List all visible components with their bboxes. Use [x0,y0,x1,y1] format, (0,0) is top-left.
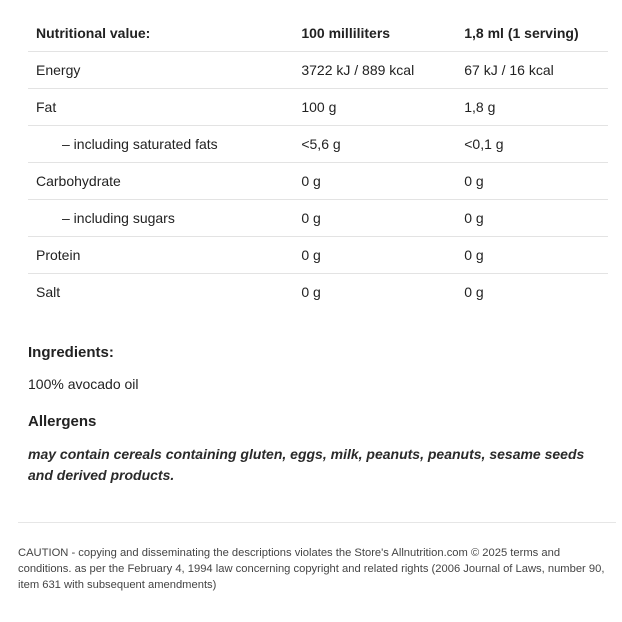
allergens-text: may contain cereals containing gluten, eggs, milk, peanuts, peanuts, sesame seeds and derived products. [28,446,585,483]
row-value-per100: 0 g [301,200,464,237]
ingredients-heading: Ingredients: [28,344,114,361]
row-value-serving: 67 kJ / 16 kcal [464,52,608,89]
row-value-serving: 0 g [464,163,608,200]
table-row-salt [28,274,608,311]
row-value-per100: 0 g [301,163,464,200]
copyright-caution-text: CAUTION - copying and disseminating the descriptions violates the Store's Allnutrition.com © 2025 terms and conditions. as per the February 4, 1994 law concerning copyright and related rights (2006 Journal of Laws, number 90, item 631 with subsequent amendments) [18,547,605,591]
row-value-per100: <5,6 g [301,126,464,163]
row-value-per100: 0 g [301,237,464,274]
row-value-serving: <0,1 g [464,126,608,163]
row-label: Fat [28,89,301,126]
row-value-per100: 100 g [301,89,464,126]
row-label: Salt [36,284,61,300]
row-label: Protein [28,237,301,274]
ingredients-text: 100% avocado oil [28,376,139,392]
header-per-100ml: 100 milliliters [301,15,464,52]
row-label: – including sugars [28,200,301,237]
header-nutritional-value: Nutritional value: [28,15,301,52]
row-value-serving: 0 g [464,237,608,274]
allergens-heading: Allergens [28,413,97,430]
row-label: Carbohydrate [28,163,301,200]
table-row-fat [28,89,608,126]
table-row-sugars [28,200,608,237]
table-row-protein [28,237,608,274]
nutrition-table [28,15,608,310]
row-value-serving: 0 g [464,284,484,300]
table-row-saturated-fats [28,126,608,163]
section-divider [18,522,616,523]
nutrition-table-header [28,15,608,52]
row-value-per100: 3722 kJ / 889 kcal [301,52,464,89]
header-per-serving: 1,8 ml (1 serving) [464,15,608,52]
row-value-serving: 1,8 g [464,89,608,126]
row-label: – including saturated fats [28,126,301,163]
row-value-serving: 0 g [464,200,608,237]
row-value-per100: 0 g [301,284,321,300]
table-row-energy [28,52,608,89]
row-label: Energy [28,52,301,89]
table-row-carbohydrate [28,163,608,200]
